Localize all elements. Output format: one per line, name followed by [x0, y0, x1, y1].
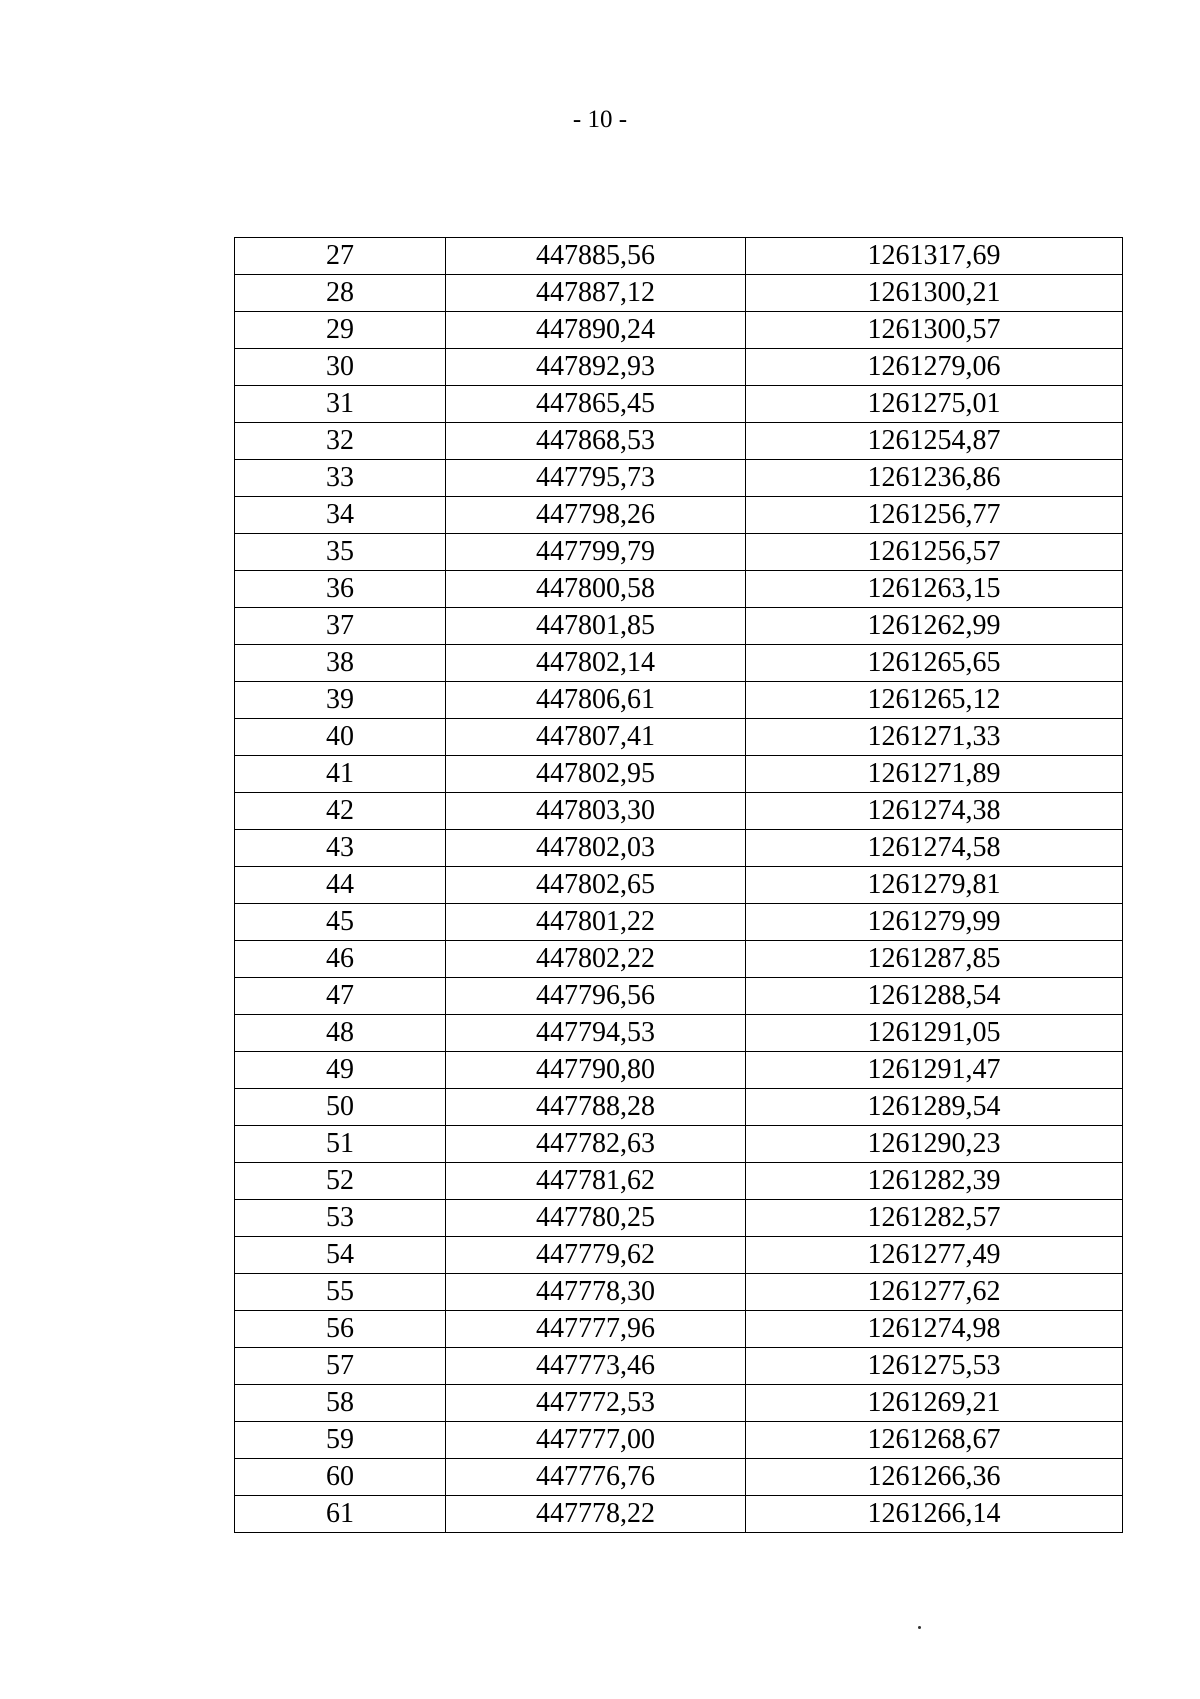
table-row	[235, 386, 1123, 423]
point-number-cell: 47	[235, 978, 446, 1015]
y-coordinate-cell: 1261289,54	[746, 1089, 1123, 1126]
point-number-cell: 30	[235, 349, 446, 386]
x-coordinate-cell: 447781,62	[446, 1163, 746, 1200]
point-number-cell: 46	[235, 941, 446, 978]
table-row	[235, 719, 1123, 756]
y-coordinate-cell: 1261300,57	[746, 312, 1123, 349]
x-coordinate-cell: 447803,30	[446, 793, 746, 830]
y-coordinate-cell: 1261262,99	[746, 608, 1123, 645]
x-coordinate-cell: 447802,65	[446, 867, 746, 904]
x-coordinate-cell: 447890,24	[446, 312, 746, 349]
point-number-cell: 39	[235, 682, 446, 719]
x-coordinate-cell: 447868,53	[446, 423, 746, 460]
table-row	[235, 238, 1123, 275]
point-number-cell: 42	[235, 793, 446, 830]
point-number-cell: 40	[235, 719, 446, 756]
x-coordinate-cell: 447800,58	[446, 571, 746, 608]
y-coordinate-cell: 1261263,15	[746, 571, 1123, 608]
table-row	[235, 1163, 1123, 1200]
x-coordinate-cell: 447802,95	[446, 756, 746, 793]
x-coordinate-cell: 447796,56	[446, 978, 746, 1015]
x-coordinate-cell: 447788,28	[446, 1089, 746, 1126]
table-row	[235, 1274, 1123, 1311]
x-coordinate-cell: 447777,00	[446, 1422, 746, 1459]
table-row	[235, 1385, 1123, 1422]
x-coordinate-cell: 447782,63	[446, 1126, 746, 1163]
point-number-cell: 50	[235, 1089, 446, 1126]
x-coordinate-cell: 447778,30	[446, 1274, 746, 1311]
table-row	[235, 1200, 1123, 1237]
y-coordinate-cell: 1261256,77	[746, 497, 1123, 534]
x-coordinate-cell: 447777,96	[446, 1311, 746, 1348]
x-coordinate-cell: 447794,53	[446, 1015, 746, 1052]
y-coordinate-cell: 1261288,54	[746, 978, 1123, 1015]
y-coordinate-cell: 1261265,65	[746, 645, 1123, 682]
x-coordinate-cell: 447801,22	[446, 904, 746, 941]
point-number-cell: 28	[235, 275, 446, 312]
x-coordinate-cell: 447779,62	[446, 1237, 746, 1274]
table-row	[235, 1422, 1123, 1459]
x-coordinate-cell: 447802,14	[446, 645, 746, 682]
y-coordinate-cell: 1261317,69	[746, 238, 1123, 275]
point-number-cell: 53	[235, 1200, 446, 1237]
point-number-cell: 33	[235, 460, 446, 497]
point-number-cell: 59	[235, 1422, 446, 1459]
x-coordinate-cell: 447887,12	[446, 275, 746, 312]
y-coordinate-cell: 1261279,81	[746, 867, 1123, 904]
x-coordinate-cell: 447778,22	[446, 1496, 746, 1533]
table-row	[235, 460, 1123, 497]
table-row	[235, 830, 1123, 867]
point-number-cell: 43	[235, 830, 446, 867]
x-coordinate-cell: 447773,46	[446, 1348, 746, 1385]
coordinates-table-body	[235, 238, 1123, 1533]
table-row	[235, 349, 1123, 386]
point-number-cell: 49	[235, 1052, 446, 1089]
y-coordinate-cell: 1261271,89	[746, 756, 1123, 793]
y-coordinate-cell: 1261256,57	[746, 534, 1123, 571]
x-coordinate-cell: 447806,61	[446, 682, 746, 719]
point-number-cell: 61	[235, 1496, 446, 1533]
y-coordinate-cell: 1261300,21	[746, 275, 1123, 312]
y-coordinate-cell: 1261236,86	[746, 460, 1123, 497]
y-coordinate-cell: 1261275,01	[746, 386, 1123, 423]
table-row	[235, 1126, 1123, 1163]
point-number-cell: 57	[235, 1348, 446, 1385]
table-row	[235, 1311, 1123, 1348]
y-coordinate-cell: 1261279,99	[746, 904, 1123, 941]
point-number-cell: 48	[235, 1015, 446, 1052]
table-row	[235, 941, 1123, 978]
table-row	[235, 904, 1123, 941]
point-number-cell: 31	[235, 386, 446, 423]
table-row	[235, 1496, 1123, 1533]
table-row	[235, 497, 1123, 534]
y-coordinate-cell: 1261287,85	[746, 941, 1123, 978]
page-number: - 10 -	[572, 106, 628, 133]
y-coordinate-cell: 1261290,23	[746, 1126, 1123, 1163]
y-coordinate-cell: 1261275,53	[746, 1348, 1123, 1385]
point-number-cell: 32	[235, 423, 446, 460]
table-row	[235, 571, 1123, 608]
x-coordinate-cell: 447799,79	[446, 534, 746, 571]
table-row	[235, 793, 1123, 830]
table-row	[235, 756, 1123, 793]
x-coordinate-cell: 447801,85	[446, 608, 746, 645]
point-number-cell: 35	[235, 534, 446, 571]
table-row	[235, 1052, 1123, 1089]
point-number-cell: 52	[235, 1163, 446, 1200]
table-row	[235, 423, 1123, 460]
y-coordinate-cell: 1261274,38	[746, 793, 1123, 830]
x-coordinate-cell: 447772,53	[446, 1385, 746, 1422]
point-number-cell: 34	[235, 497, 446, 534]
x-coordinate-cell: 447885,56	[446, 238, 746, 275]
y-coordinate-cell: 1261268,67	[746, 1422, 1123, 1459]
point-number-cell: 60	[235, 1459, 446, 1496]
point-number-cell: 56	[235, 1311, 446, 1348]
point-number-cell: 58	[235, 1385, 446, 1422]
point-number-cell: 29	[235, 312, 446, 349]
table-row	[235, 867, 1123, 904]
point-number-cell: 51	[235, 1126, 446, 1163]
x-coordinate-cell: 447790,80	[446, 1052, 746, 1089]
table-row	[235, 608, 1123, 645]
point-number-cell: 45	[235, 904, 446, 941]
table-row	[235, 312, 1123, 349]
point-number-cell: 54	[235, 1237, 446, 1274]
point-number-cell: 38	[235, 645, 446, 682]
stray-mark	[918, 1626, 921, 1629]
y-coordinate-cell: 1261274,58	[746, 830, 1123, 867]
x-coordinate-cell: 447795,73	[446, 460, 746, 497]
x-coordinate-cell: 447776,76	[446, 1459, 746, 1496]
x-coordinate-cell: 447798,26	[446, 497, 746, 534]
table-row	[235, 275, 1123, 312]
table-row	[235, 1015, 1123, 1052]
y-coordinate-cell: 1261271,33	[746, 719, 1123, 756]
y-coordinate-cell: 1261274,98	[746, 1311, 1123, 1348]
x-coordinate-cell: 447802,22	[446, 941, 746, 978]
x-coordinate-cell: 447892,93	[446, 349, 746, 386]
table-row	[235, 1459, 1123, 1496]
point-number-cell: 36	[235, 571, 446, 608]
point-number-cell: 37	[235, 608, 446, 645]
y-coordinate-cell: 1261291,05	[746, 1015, 1123, 1052]
table-row	[235, 645, 1123, 682]
x-coordinate-cell: 447865,45	[446, 386, 746, 423]
table-row	[235, 534, 1123, 571]
y-coordinate-cell: 1261266,14	[746, 1496, 1123, 1533]
table-row	[235, 1237, 1123, 1274]
table-row	[235, 1089, 1123, 1126]
y-coordinate-cell: 1261266,36	[746, 1459, 1123, 1496]
x-coordinate-cell: 447780,25	[446, 1200, 746, 1237]
y-coordinate-cell: 1261254,87	[746, 423, 1123, 460]
x-coordinate-cell: 447802,03	[446, 830, 746, 867]
table-row	[235, 1348, 1123, 1385]
y-coordinate-cell: 1261291,47	[746, 1052, 1123, 1089]
y-coordinate-cell: 1261269,21	[746, 1385, 1123, 1422]
point-number-cell: 44	[235, 867, 446, 904]
coordinates-table	[234, 237, 1123, 1533]
table-row	[235, 978, 1123, 1015]
y-coordinate-cell: 1261282,39	[746, 1163, 1123, 1200]
y-coordinate-cell: 1261265,12	[746, 682, 1123, 719]
x-coordinate-cell: 447807,41	[446, 719, 746, 756]
y-coordinate-cell: 1261279,06	[746, 349, 1123, 386]
y-coordinate-cell: 1261282,57	[746, 1200, 1123, 1237]
point-number-cell: 41	[235, 756, 446, 793]
point-number-cell: 27	[235, 238, 446, 275]
y-coordinate-cell: 1261277,62	[746, 1274, 1123, 1311]
table-row	[235, 682, 1123, 719]
point-number-cell: 55	[235, 1274, 446, 1311]
y-coordinate-cell: 1261277,49	[746, 1237, 1123, 1274]
